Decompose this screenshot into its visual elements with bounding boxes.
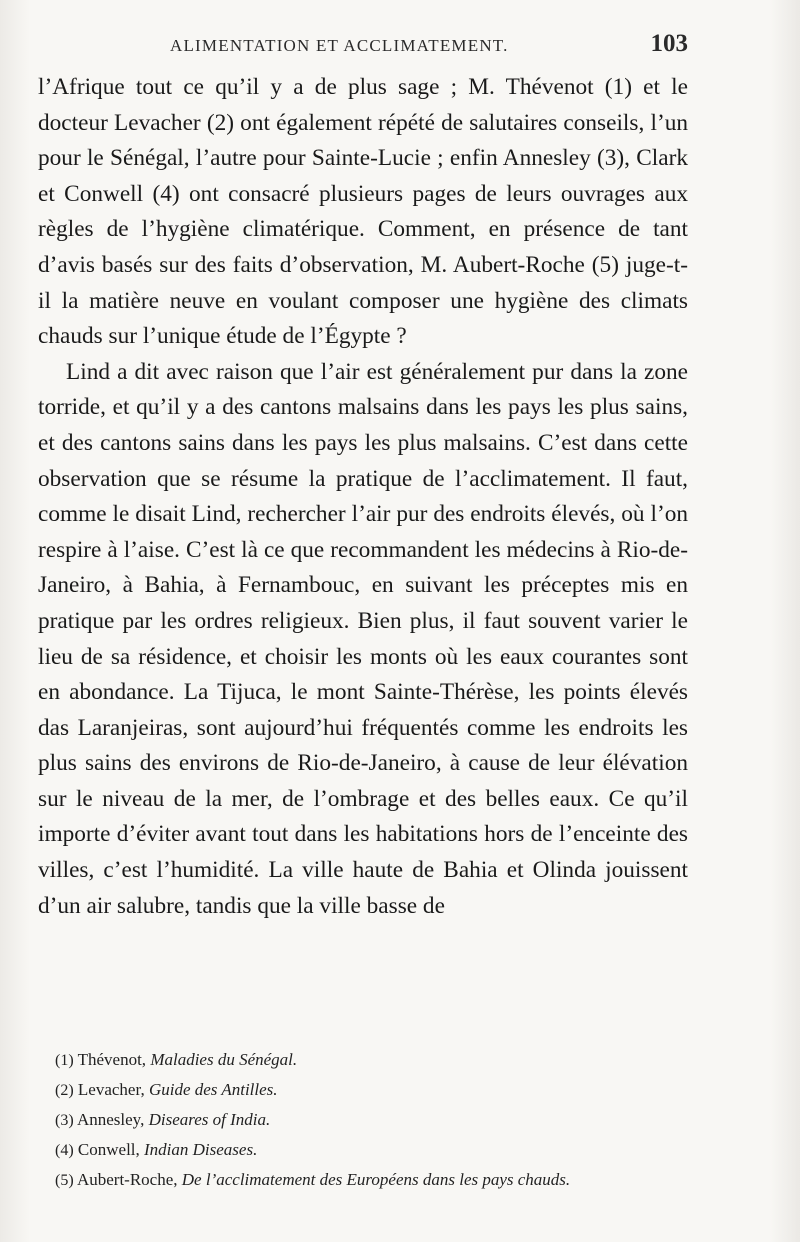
footnote-author: Thévenot, [77,1050,147,1069]
footnotes [55,1045,705,1195]
footnote-title: De l’acclimatement des Européens dans les pays chauds. [181,1170,571,1189]
footnote-title: Guide des Antilles. [148,1080,278,1099]
footnote [55,1165,705,1195]
page-header [38,28,688,68]
page-number: 103 [650,30,688,57]
footnote-number: (1) [55,1052,74,1069]
body-text [38,70,688,924]
footnote-author: Aubert-Roche, [76,1170,178,1189]
footnote-title: Diseares of India. [148,1110,271,1129]
footnote [55,1105,705,1135]
footnote-author: Levacher, [77,1080,145,1099]
footnote-author: Conwell, [77,1140,140,1159]
footnote [55,1045,705,1075]
footnote [55,1135,705,1165]
footnote-number: (2) [55,1082,74,1099]
footnote-title: Indian Diseases. [144,1140,258,1159]
running-head: ALIMENTATION ET ACCLIMATEMENT. [170,36,509,55]
footnote-number: (4) [55,1142,74,1159]
paragraph: l’Afrique tout ce qu’il y a de plus sage ; M. Thévenot (1) et le docteur Levacher (2) ont également répété de salutaires conseils, l’un pour le Sénégal, l’autre pour Sainte-Lucie ; enfin Annesley (3), Clark et Conwell (4) ont consacré plusieurs pages de leurs ouvrages aux règles de l’hygiène climatérique. Comment, en présence de tant d’avis basés sur des faits d’observation, M. Aubert-Roche (5) juge-t-il la matière neuve en voulant composer une hygiène des climats chauds sur l’unique étude de l’Égypte ? [38,74,688,350]
footnote [55,1075,705,1105]
footnote-number: (5) [55,1172,74,1189]
paragraph: Lind a dit avec raison que l’air est généralement pur dans la zone torride, et qu’il y a des cantons malsains dans les pays les plus sains, et des cantons sains dans les pays les plus malsains. C’est dans cette observation que se résume la pratique de l’acclimatement. Il faut, comme le disait Lind, rechercher l’air pur des endroits élevés, où l’on respire à l’aise. C’est là ce que recommandent les médecins à Rio-de-Janeiro, à Bahia, à Fernambouc, en suivant les préceptes mis en pratique par les ordres religieux. Bien plus, il faut souvent varier le lieu de sa résidence, et choisir les monts où les eaux courantes sont en abondance. La Tijuca, le mont Sainte-Thérèse, les points élevés das Laranjeiras, sont aujourd’hui fréquentés comme les endroits les plus sains des environs de Rio-de-Janeiro, à cause de leur élévation sur le niveau de la mer, de l’ombrage et des belles eaux. Ce qu’il importe d’éviter avant tout dans les habitations hors de l’enceinte des villes, c’est l’humidité. La ville haute de Bahia et Olinda jouissent d’un air salubre, tandis que la ville basse de [38,358,688,919]
footnote-author: Annesley, [76,1110,145,1129]
footnote-title: Maladies du Sénégal. [150,1050,298,1069]
footnote-number: (3) [55,1112,74,1129]
